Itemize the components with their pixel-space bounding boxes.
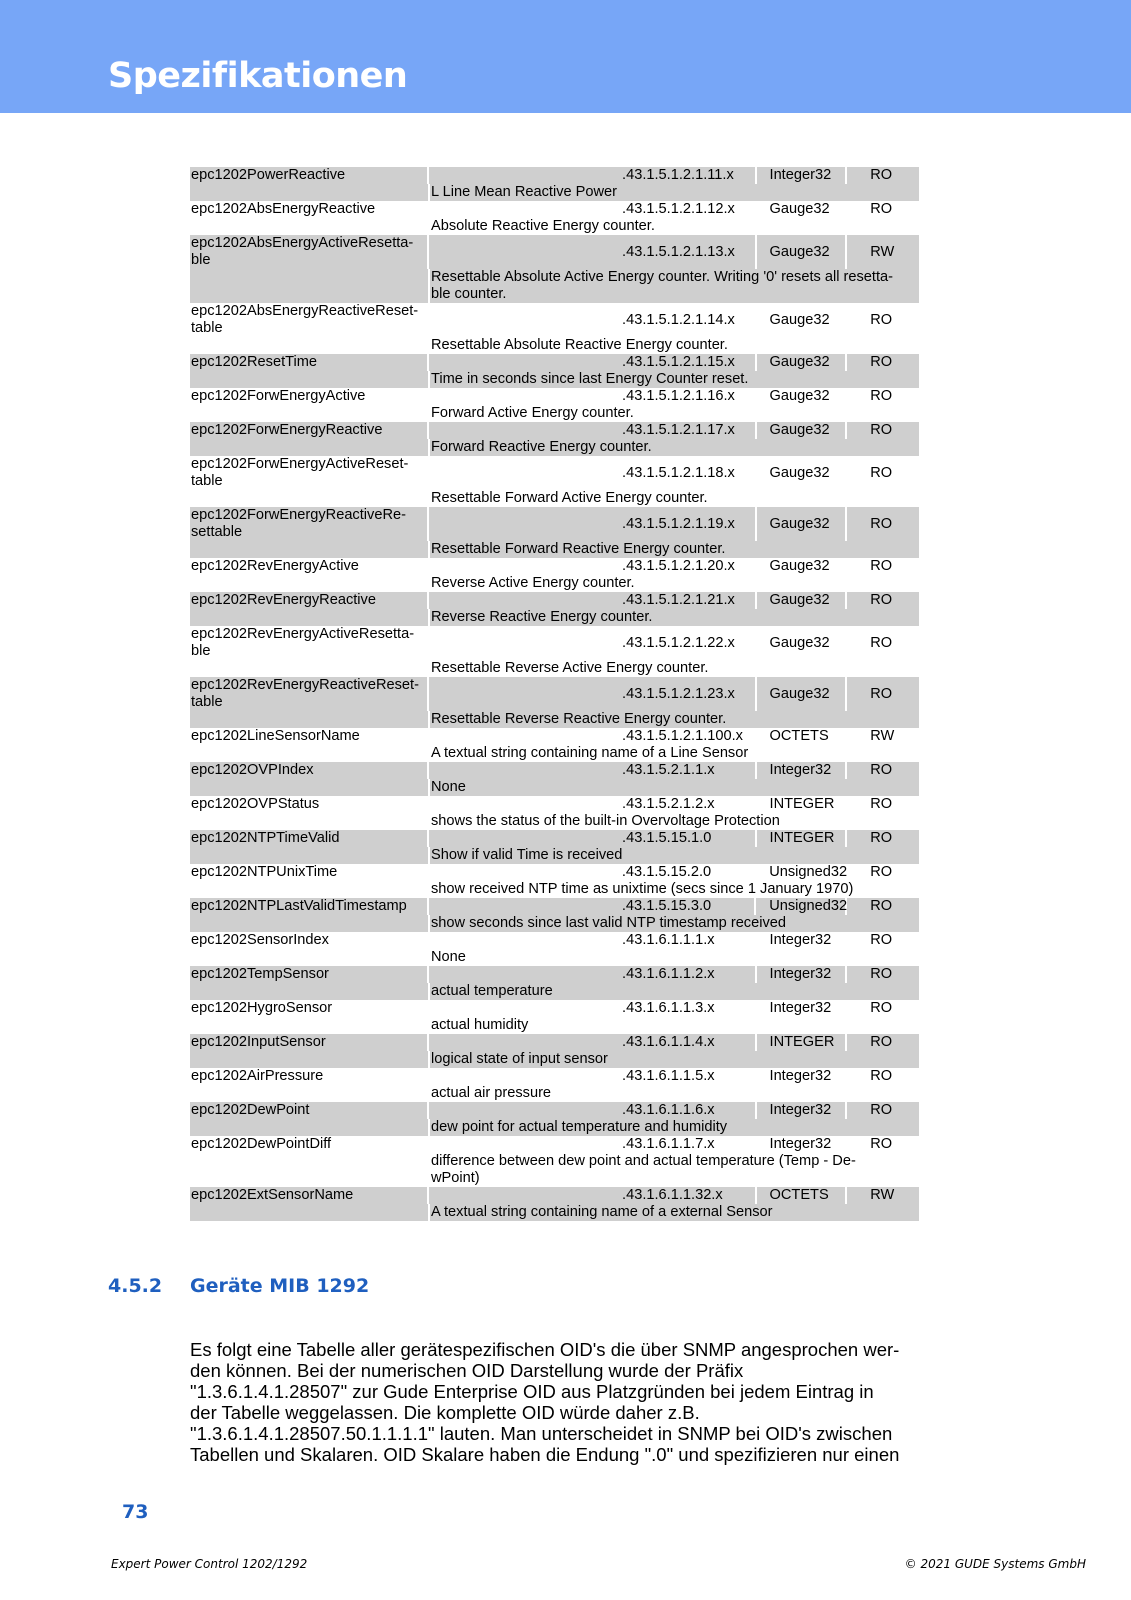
table-row <box>190 1068 919 1102</box>
oid-name-cell: epc1202ResetTime <box>190 354 427 371</box>
description-cell: show received NTP time as unixtime (secs since 1 January 1970) <box>431 881 854 897</box>
section-number: 4.5.2 <box>108 1275 163 1297</box>
oid-cell: .43.1.6.1.1.3.x <box>622 1000 715 1016</box>
description-cell: actual temperature <box>430 983 919 1000</box>
row-blank-cell <box>190 490 428 507</box>
row-blank-cell <box>190 1085 428 1102</box>
type-cell: Gauge32 <box>757 677 846 711</box>
oid-name-cell: epc1202ForwEnergyReactive <box>190 422 427 439</box>
row-blank-cell <box>190 813 428 830</box>
table-row <box>190 898 919 932</box>
access-cell: RO <box>870 312 893 328</box>
oid-cell: .43.1.5.1.2.1.20.x <box>622 558 735 574</box>
oid-name-cell: epc1202OVPIndex <box>190 762 427 779</box>
type-cell: INTEGER <box>769 796 835 812</box>
oid-cell: .43.1.5.1.2.1.16.x <box>622 388 735 404</box>
table-row <box>190 626 919 677</box>
type-cell: Integer32 <box>769 932 832 948</box>
type-cell: Integer32 <box>757 762 846 779</box>
type-cell: Gauge32 <box>769 635 830 651</box>
oid-name-cell: epc1202AbsEnergyReactive <box>191 201 376 217</box>
access-cell: RO <box>847 592 919 609</box>
table-row <box>190 592 919 626</box>
table-row <box>190 1136 919 1187</box>
table-row <box>190 558 919 592</box>
description-cell: dew point for actual temperature and humidity <box>430 1119 919 1136</box>
description-cell: Reverse Reactive Energy counter. <box>430 609 919 626</box>
description-cell: A textual string containing name of a Line Sensor <box>431 745 749 761</box>
description-cell: Resettable Reverse Active Energy counter. <box>431 660 709 676</box>
oid-name-cell: epc1202ForwEnergyActiveReset- table <box>191 456 409 489</box>
oid-cell: .43.1.6.1.1.7.x <box>622 1136 715 1152</box>
oid-name-cell: epc1202RevEnergyReactiveReset- table <box>190 677 427 711</box>
type-cell: Gauge32 <box>757 235 846 269</box>
table-row <box>190 303 919 354</box>
access-cell: RO <box>870 201 893 217</box>
row-blank-cell <box>190 745 428 762</box>
oid-name-cell: epc1202DewPointDiff <box>191 1136 332 1152</box>
oid-name-cell: epc1202TempSensor <box>190 966 427 983</box>
description-cell: logical state of input sensor <box>430 1051 919 1068</box>
oid-cell: .43.1.5.1.2.1.15.x <box>429 354 754 371</box>
type-cell: Integer32 <box>769 1000 832 1016</box>
oid-name-cell: epc1202RevEnergyReactive <box>190 592 427 609</box>
table-row <box>190 422 919 456</box>
row-blank-cell <box>190 847 428 864</box>
oid-name-cell: epc1202ExtSensorName <box>190 1187 427 1204</box>
mib-table <box>190 167 919 1221</box>
access-cell: RW <box>847 1187 919 1204</box>
row-blank-cell <box>190 218 428 235</box>
access-cell: RO <box>847 966 919 983</box>
access-cell: RO <box>847 830 919 847</box>
access-cell: RO <box>870 465 893 481</box>
table-row <box>190 167 919 201</box>
table-row <box>190 354 919 388</box>
access-cell: RO <box>847 354 919 371</box>
oid-cell: .43.1.5.2.1.2.x <box>622 796 715 812</box>
oid-cell: .43.1.6.1.1.1.x <box>622 932 715 948</box>
description-cell: Resettable Forward Reactive Energy counter. <box>430 541 919 558</box>
description-cell: difference between dew point and actual temperature (Temp - De- wPoint) <box>431 1153 856 1186</box>
table-row <box>190 830 919 864</box>
oid-cell: .43.1.5.1.2.1.22.x <box>622 635 735 651</box>
page-header-band <box>0 0 1131 113</box>
type-cell: Gauge32 <box>769 201 830 217</box>
row-blank-cell <box>190 439 428 456</box>
access-cell: RO <box>847 422 919 439</box>
table-row <box>190 507 919 558</box>
row-blank-cell <box>190 915 428 932</box>
oid-name-cell: epc1202RevEnergyActiveResetta- ble <box>191 626 415 659</box>
type-cell: Gauge32 <box>769 558 830 574</box>
oid-name-cell: epc1202AbsEnergyReactiveReset- table <box>191 303 419 336</box>
description-cell: Reverse Active Energy counter. <box>431 575 635 591</box>
access-cell: RO <box>870 1068 893 1084</box>
type-cell: OCTETS <box>769 728 829 744</box>
type-cell: Gauge32 <box>769 388 830 404</box>
oid-name-cell: epc1202NTPLastValidTimestamp <box>190 898 427 915</box>
description-cell: Show if valid Time is received <box>430 847 919 864</box>
description-cell: L Line Mean Reactive Power <box>430 184 919 201</box>
row-blank-cell <box>190 371 428 388</box>
oid-cell: .43.1.5.1.2.1.12.x <box>622 201 735 217</box>
type-cell: Gauge32 <box>769 465 830 481</box>
row-blank-cell <box>190 1153 428 1187</box>
row-blank-cell <box>190 269 428 303</box>
type-cell: Integer32 <box>769 1068 832 1084</box>
type-cell: Integer32 <box>757 1102 846 1119</box>
footer-copyright: © 2021 GUDE Systems GmbH <box>904 1557 1086 1571</box>
row-blank-cell <box>190 711 428 728</box>
oid-cell: .43.1.6.1.1.2.x <box>429 966 754 983</box>
table-row <box>190 1034 919 1068</box>
description-cell: Resettable Reverse Reactive Energy counter. <box>430 711 919 728</box>
row-blank-cell <box>190 609 428 626</box>
row-blank-cell <box>190 660 428 677</box>
type-cell: INTEGER <box>757 1034 846 1051</box>
row-blank-cell <box>190 541 428 558</box>
access-cell: RO <box>870 635 893 651</box>
row-blank-cell <box>190 779 428 796</box>
access-cell: RO <box>847 898 919 915</box>
oid-name-cell: epc1202HygroSensor <box>191 1000 333 1016</box>
footer-product: Expert Power Control 1202/1292 <box>111 1557 308 1571</box>
row-blank-cell <box>190 575 428 592</box>
description-cell: actual humidity <box>431 1017 529 1033</box>
oid-name-cell: epc1202RevEnergyActive <box>191 558 359 574</box>
oid-cell: .43.1.6.1.1.5.x <box>622 1068 715 1084</box>
oid-cell: .43.1.5.1.2.1.100.x <box>622 728 743 744</box>
table-row <box>190 932 919 966</box>
description-cell: actual air pressure <box>431 1085 552 1101</box>
table-row <box>190 388 919 422</box>
type-cell: Unsigned32 <box>769 864 848 880</box>
access-cell: RO <box>847 762 919 779</box>
table-row <box>190 456 919 507</box>
oid-cell: .43.1.5.1.2.1.19.x <box>429 507 754 541</box>
type-cell: INTEGER <box>757 830 846 847</box>
access-cell: RO <box>847 507 919 541</box>
table-row <box>190 762 919 796</box>
row-blank-cell <box>190 1204 428 1221</box>
oid-cell: .43.1.5.1.2.1.21.x <box>429 592 754 609</box>
description-cell: None <box>430 779 919 796</box>
type-cell: OCTETS <box>757 1187 846 1204</box>
row-blank-cell <box>190 337 428 354</box>
table-row <box>190 728 919 762</box>
description-cell: A textual string containing name of a external Sensor <box>430 1204 919 1221</box>
access-cell: RO <box>870 932 893 948</box>
type-cell: Gauge32 <box>757 592 846 609</box>
oid-cell: .43.1.5.1.2.1.14.x <box>622 312 735 328</box>
access-cell: RO <box>870 1000 893 1016</box>
access-cell: RO <box>870 796 893 812</box>
access-cell: RO <box>870 388 893 404</box>
row-blank-cell <box>190 184 428 201</box>
description-cell: Resettable Absolute Active Energy counter. Writing '0' resets all resetta- ble counter. <box>430 269 919 303</box>
oid-name-cell: epc1202AirPressure <box>191 1068 324 1084</box>
type-cell: Gauge32 <box>757 422 846 439</box>
type-cell: Integer32 <box>757 966 846 983</box>
table-row <box>190 1187 919 1221</box>
oid-cell: .43.1.5.15.3.0 <box>429 898 754 915</box>
table-row <box>190 235 919 303</box>
access-cell: RW <box>847 235 919 269</box>
access-cell: RO <box>847 677 919 711</box>
oid-name-cell: epc1202NTPUnixTime <box>191 864 338 880</box>
oid-cell: .43.1.5.1.2.1.18.x <box>622 465 735 481</box>
access-cell: RO <box>847 1102 919 1119</box>
oid-cell: .43.1.5.2.1.1.x <box>429 762 754 779</box>
description-cell: Forward Active Energy counter. <box>431 405 634 421</box>
description-cell: Resettable Forward Active Energy counter. <box>431 490 708 506</box>
table-row <box>190 1000 919 1034</box>
oid-name-cell: epc1202InputSensor <box>190 1034 427 1051</box>
header-title: Spezifikationen <box>108 56 408 96</box>
oid-cell: .43.1.5.15.1.0 <box>429 830 754 847</box>
access-cell: RO <box>870 1136 893 1152</box>
oid-cell: .43.1.5.1.2.1.23.x <box>429 677 754 711</box>
description-cell: None <box>431 949 466 965</box>
row-blank-cell <box>190 949 428 966</box>
oid-cell: .43.1.6.1.1.32.x <box>429 1187 754 1204</box>
description-cell: Time in seconds since last Energy Counter reset. <box>430 371 919 388</box>
description-cell: Absolute Reactive Energy counter. <box>431 218 655 234</box>
row-blank-cell <box>190 405 428 422</box>
oid-name-cell: epc1202SensorIndex <box>191 932 329 948</box>
access-cell: RO <box>870 558 893 574</box>
table-row <box>190 966 919 1000</box>
type-cell: Gauge32 <box>769 312 830 328</box>
section-title: Geräte MIB 1292 <box>190 1275 370 1297</box>
type-cell: Gauge32 <box>757 507 846 541</box>
row-blank-cell <box>190 1119 428 1136</box>
row-blank-cell <box>190 983 428 1000</box>
oid-name-cell: epc1202OVPStatus <box>191 796 320 812</box>
access-cell: RO <box>847 1034 919 1051</box>
oid-name-cell: epc1202DewPoint <box>190 1102 427 1119</box>
oid-cell: .43.1.6.1.1.4.x <box>429 1034 754 1051</box>
table-row <box>190 1102 919 1136</box>
type-cell: Integer32 <box>757 167 846 184</box>
oid-name-cell: epc1202PowerReactive <box>190 167 427 184</box>
row-blank-cell <box>190 1051 428 1068</box>
body-paragraph: Es folgt eine Tabelle aller gerätespezifischen OID's die über SNMP angesprochen wer- den können. Bei der numerischen OID Darstellung wurde der Präfix "1.3.6.1.4.1.28507" zur Gude Enterprise OID aus Platzgründen bei jedem Eintrag in der Tabelle weggelassen. Die komplette OID würde daher z.B. "1.3.6.1.4.1.28507.50.1.1.1.1" lauten. Man unterscheidet in SNMP bei OID's zwischen Tabellen und Skalaren. OID Skalare haben die Endung ".0" und spezifizieren nur einen <box>190 1339 900 1465</box>
oid-cell: .43.1.5.15.2.0 <box>621 864 712 880</box>
type-cell: Unsigned32 <box>756 898 845 915</box>
table-row <box>190 796 919 830</box>
oid-name-cell: epc1202NTPTimeValid <box>190 830 427 847</box>
oid-cell: .43.1.5.1.2.1.11.x <box>429 167 754 184</box>
oid-cell: .43.1.5.1.2.1.17.x <box>429 422 754 439</box>
access-cell: RW <box>870 728 895 744</box>
page-number: 73 <box>122 1501 149 1523</box>
table-row <box>190 201 919 235</box>
type-cell: Gauge32 <box>757 354 846 371</box>
access-cell: RO <box>847 167 919 184</box>
access-cell: RO <box>870 864 893 880</box>
row-blank-cell <box>190 881 428 898</box>
row-blank-cell <box>190 1017 428 1034</box>
description-cell: shows the status of the built-in Overvoltage Protection <box>431 813 780 829</box>
table-row <box>190 677 919 728</box>
description-cell: show seconds since last valid NTP timestamp received <box>430 915 919 932</box>
oid-cell: .43.1.5.1.2.1.13.x <box>429 235 754 269</box>
oid-cell: .43.1.6.1.1.6.x <box>429 1102 754 1119</box>
table-row <box>190 864 919 898</box>
description-cell: Forward Reactive Energy counter. <box>430 439 919 456</box>
description-cell: Resettable Absolute Reactive Energy counter. <box>431 337 728 353</box>
oid-name-cell: epc1202AbsEnergyActiveResetta- ble <box>190 235 427 269</box>
oid-name-cell: epc1202ForwEnergyReactiveRe- settable <box>190 507 427 541</box>
oid-name-cell: epc1202LineSensorName <box>191 728 360 744</box>
type-cell: Integer32 <box>769 1136 832 1152</box>
oid-name-cell: epc1202ForwEnergyActive <box>191 388 366 404</box>
